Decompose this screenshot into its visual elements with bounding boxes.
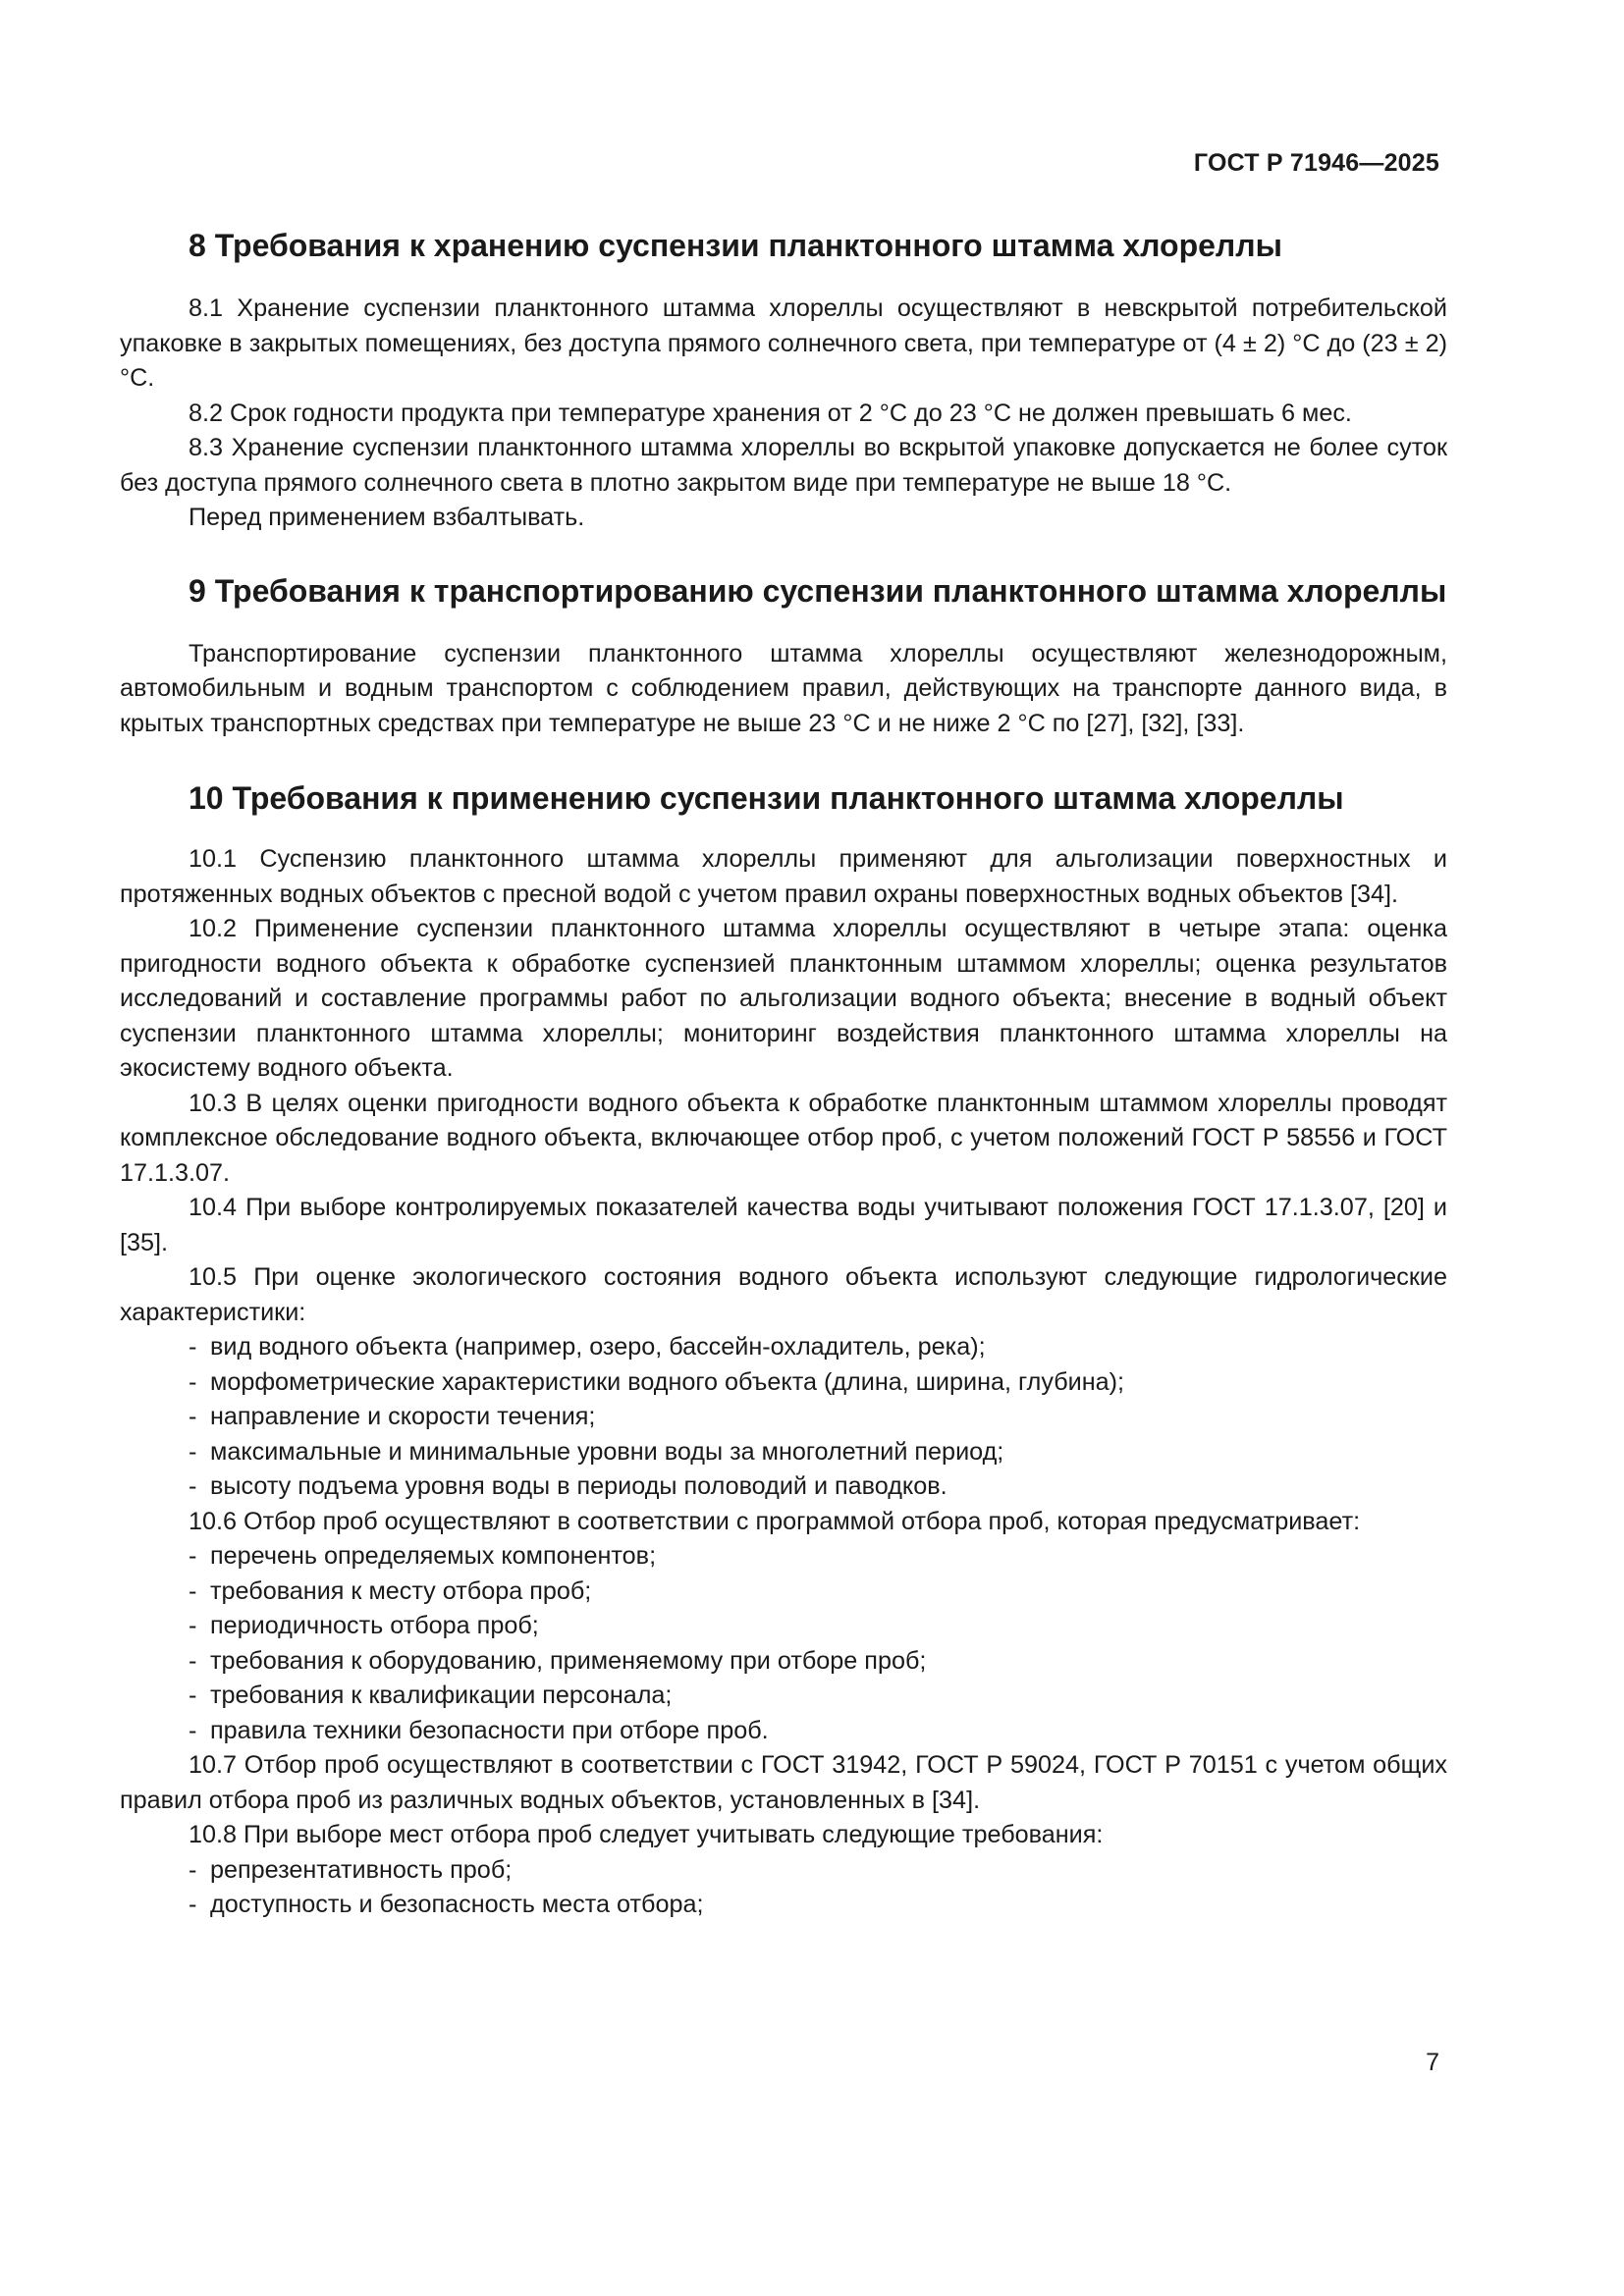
- paragraph-10-7: 10.7 Отбор проб осуществляют в соответствии с ГОСТ 31942, ГОСТ Р 59024, ГОСТ Р 70151 с учетом общих правил отбора проб из различных водных объектов, установленных в [34].: [120, 1751, 1447, 1814]
- paragraph-8-2: 8.2 Срок годности продукта при температуре хранения от 2 °С до 23 °С не должен превышать 6 мес.: [189, 399, 1352, 427]
- list-item: - максимальные и минимальные уровни воды за многолетний период;: [189, 1435, 1447, 1470]
- paragraph-10-3: 10.3 В целях оценки пригодности водного объекта к обработке планктонным штаммом хлореллы проводят комплексное обследование водного объекта, включающее отбор проб, с учетом положений ГОСТ Р 58556 и ГОСТ 17.1.3.07.: [120, 1089, 1447, 1187]
- list-item: - репрезентативность проб;: [189, 1853, 1447, 1889]
- paragraph-9-1: Транспортирование суспензии планктонного штамма хлореллы осуществляют железнодорожным, автомобильным и водным транспортом с соблюдением правил, действующих на транспорте данного вида, в крытых транспортных средствах при температуре не выше 23 °С и не ниже 2 °С по [27], [32], [33].: [120, 639, 1447, 737]
- list-item: - периодичность отбора проб;: [189, 1609, 1447, 1644]
- list-item: - требования к квалификации персонала;: [189, 1679, 1447, 1714]
- list-item: - перечень определяемых компонентов;: [189, 1539, 1447, 1575]
- page-number: 7: [1426, 2049, 1439, 2076]
- list-item: - высоту подъема уровня воды в периоды половодий и паводков.: [189, 1469, 1447, 1505]
- paragraph-10-8: 10.8 При выборе мест отбора проб следует учитывать следующие требования:: [189, 1821, 1104, 1848]
- page-content: [120, 224, 1447, 1923]
- list-10-5: [120, 1330, 1447, 1505]
- list-item: - правила техники безопасности при отборе проб.: [189, 1714, 1447, 1749]
- paragraph-10-4: 10.4 При выборе контролируемых показателей качества воды учитывают положения ГОСТ 17.1.3.07, [20] и [35].: [120, 1194, 1447, 1256]
- paragraph-10-2: 10.2 Применение суспензии планктонного штамма хлореллы осуществляют в четыре этапа: оценка пригодности водного объекта к обработке суспензией планктонным штаммом хлореллы; оценка результатов исследований и составление программы работ по альголизации водного объекта; внесение в водный объект суспензии планктонного штамма хлореллы; мониторинг воздействия планктонного штамма хлореллы на экосистему водного объекта.: [120, 915, 1447, 1082]
- paragraph-10-6: 10.6 Отбор проб осуществляют в соответствии с программой отбора проб, которая предусматривает:: [189, 1507, 1361, 1535]
- list-item: - требования к оборудованию, применяемому при отборе проб;: [189, 1644, 1447, 1680]
- paragraph-10-1: 10.1 Суспензию планктонного штамма хлореллы применяют для альголизации поверхностных и протяженных водных объектов с пресной водой с учетом правил охраны поверхностных водных объектов [34].: [120, 845, 1447, 908]
- paragraph-8-1: 8.1 Хранение суспензии планктонного штамма хлореллы осуществляют в невскрытой потребительской упаковке в закрытых помещениях, без доступа прямого солнечного света, при температуре от (4 ± 2) °С до (23 ± 2) °С.: [120, 294, 1447, 392]
- section-8-title: 8 Требования к хранению суспензии планктонного штамма хлореллы: [189, 228, 1282, 263]
- paragraph-8-3: 8.3 Хранение суспензии планктонного штамма хлореллы во вскрытой упаковке допускается не более суток без доступа прямого солнечного света в плотно закрытом виде при температуре не выше 18 °С.: [120, 434, 1447, 497]
- list-10-6: [120, 1539, 1447, 1748]
- list-item: - требования к месту отбора проб;: [189, 1575, 1447, 1610]
- list-10-8: [120, 1853, 1447, 1923]
- paragraph-8-note: Перед применением взбалтывать.: [189, 504, 585, 531]
- section-9-title: 9 Требования к транспортированию суспензии планктонного штамма хлореллы: [189, 572, 1447, 609]
- paragraph-10-5: 10.5 При оценке экологического состояния водного объекта используют следующие гидрологические характеристики:: [120, 1263, 1447, 1326]
- list-item: - доступность и безопасность места отбора;: [189, 1888, 1447, 1923]
- list-item: - вид водного объекта (например, озеро, бассейн-охладитель, река);: [189, 1330, 1447, 1365]
- list-item: - направление и скорости течения;: [189, 1400, 1447, 1435]
- section-10-title: 10 Требования к применению суспензии планктонного штамма хлореллы: [189, 780, 1344, 816]
- document-code: ГОСТ Р 71946—2025: [1193, 149, 1439, 177]
- list-item: - морфометрические характеристики водного объекта (длина, ширина, глубина);: [189, 1365, 1447, 1401]
